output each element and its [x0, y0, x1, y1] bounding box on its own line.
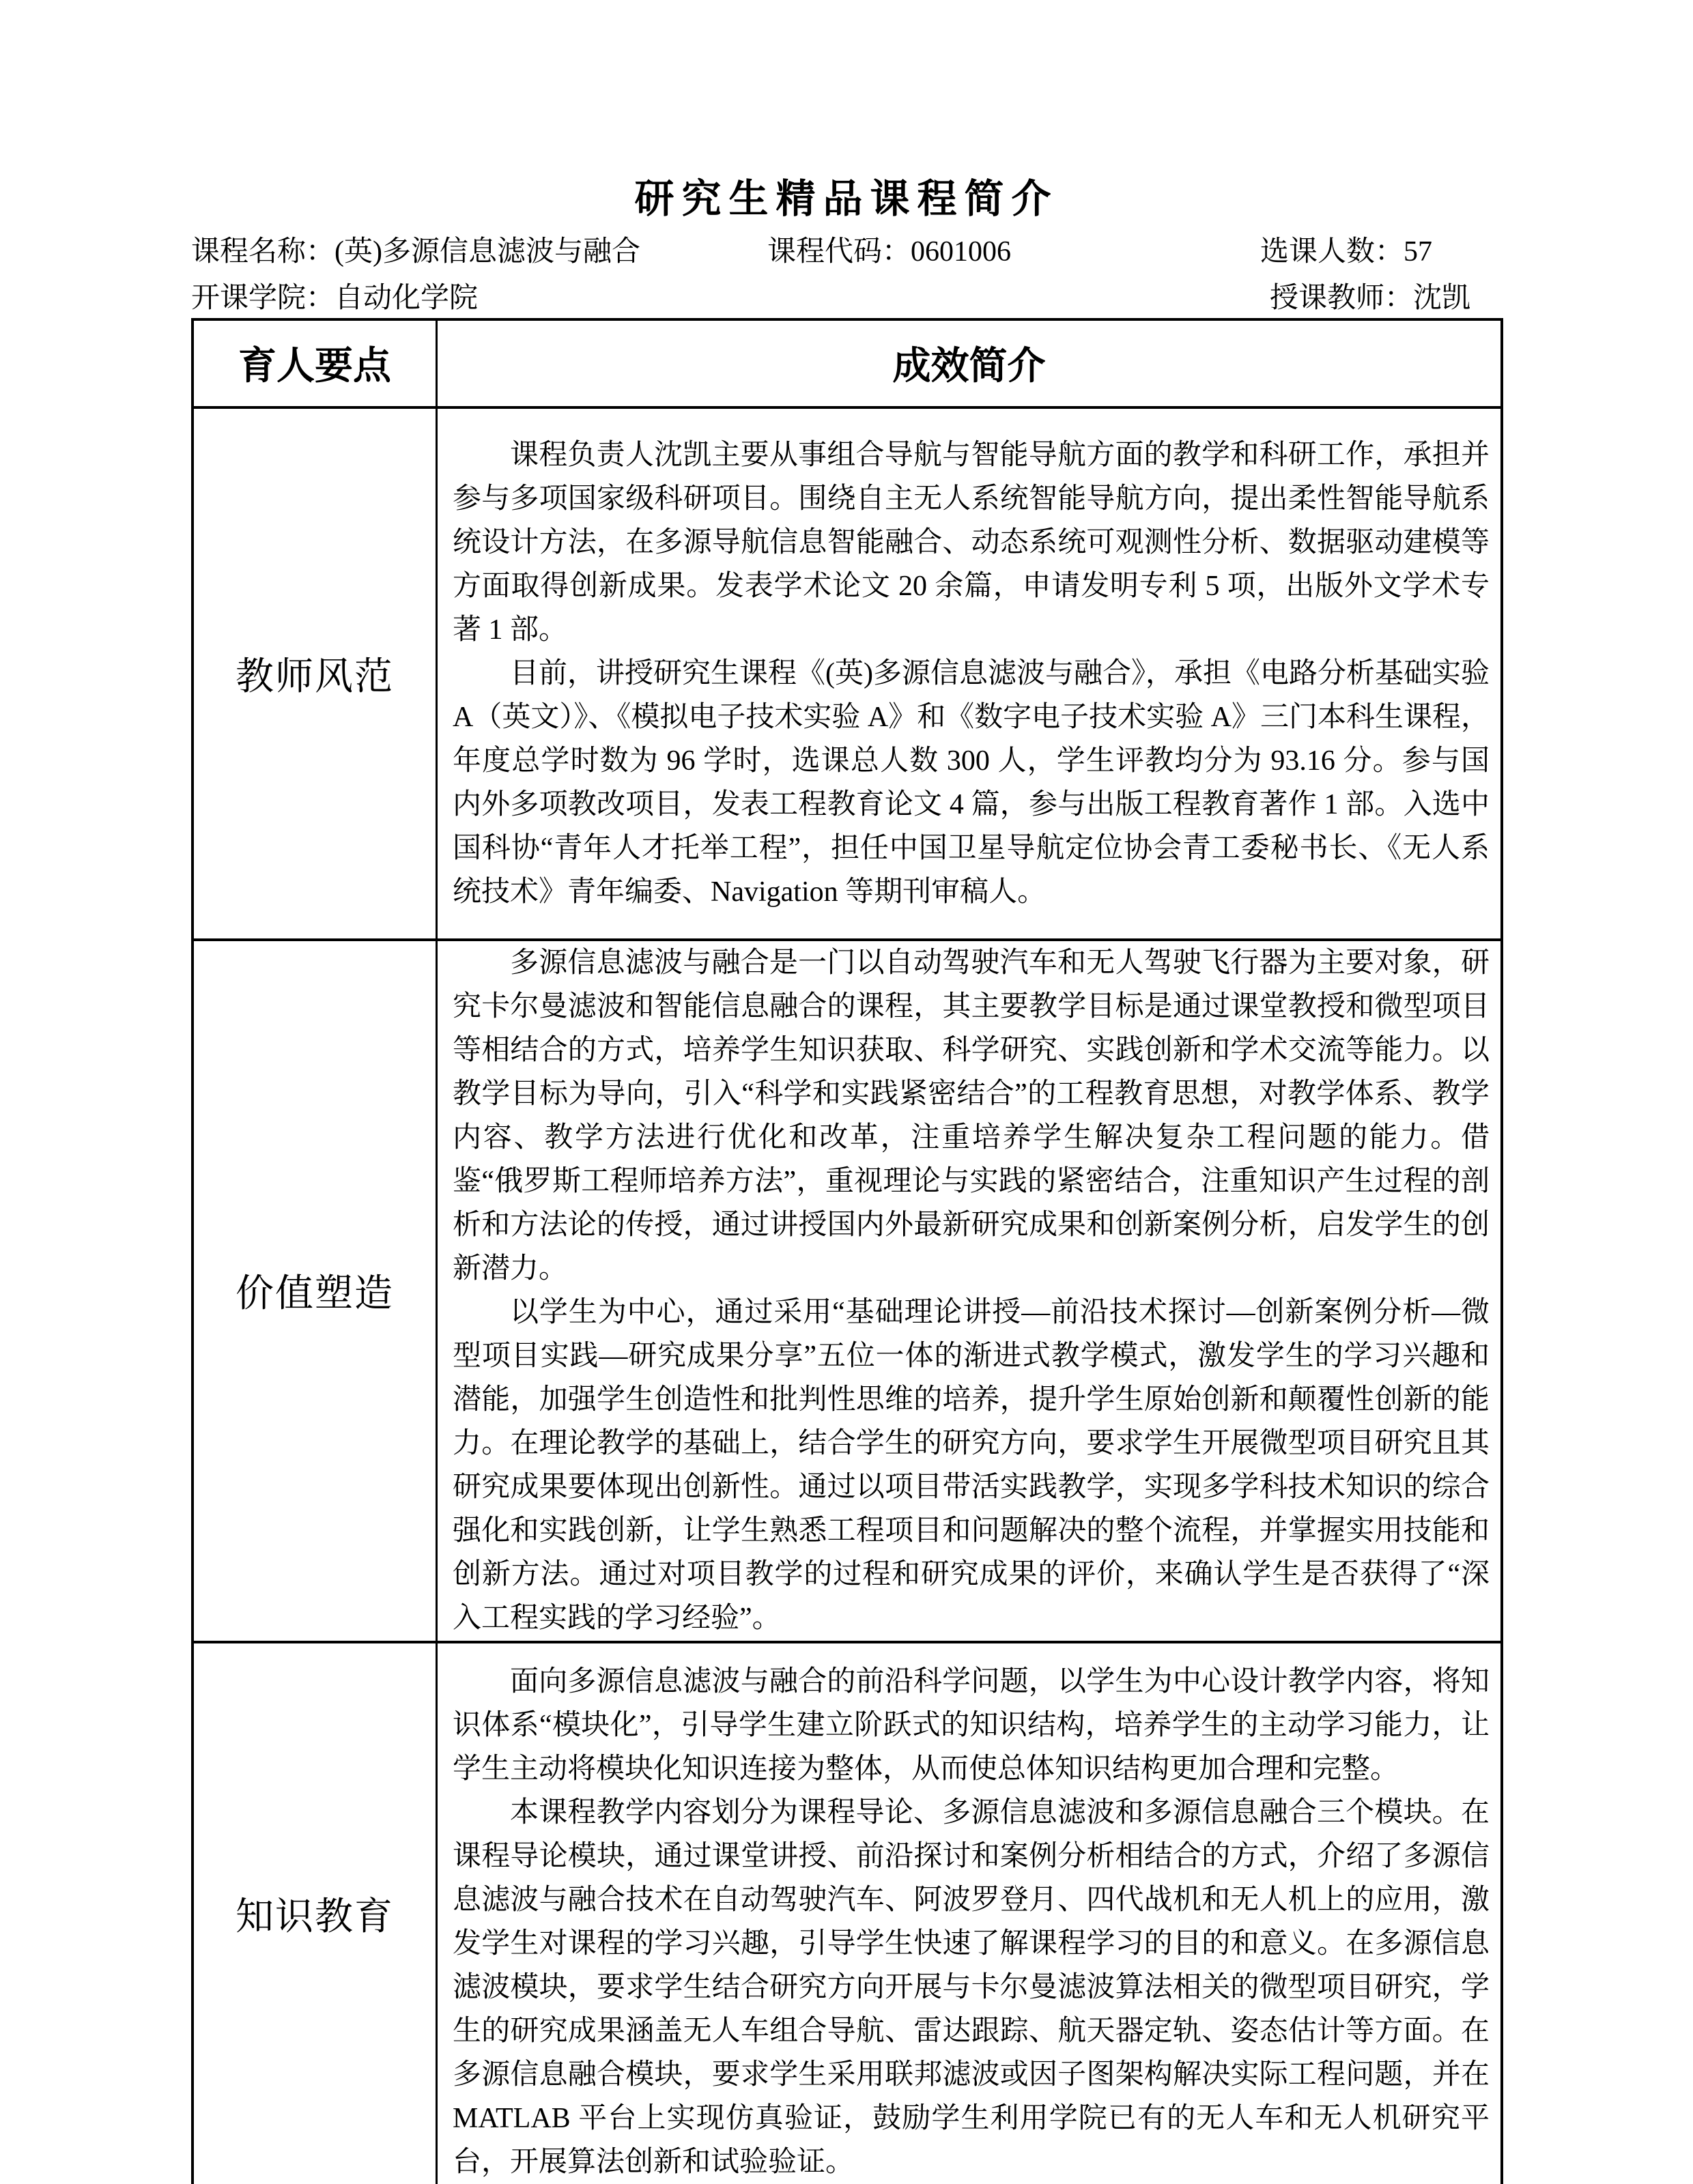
paragraph: 本课程教学内容划分为课程导论、多源信息滤波和多源信息融合三个模块。在课程导论模块，通过课堂讲授、前沿探讨和案例分析相结合的方式，介绍了多源信息滤波与融合技术在自动驾驶汽车、阿波罗登月、四代战机和无人机上的应用，激发学生对课程的学习兴趣，引导学生快速了解课程学习的目的和意义。在多源信息滤波模块，要求学生结合研究方向开展与卡尔曼滤波算法相关的微型项目研究，学生的研究成果涵盖无人车组合导航、雷达跟踪、航天器定轨、姿态估计等方面。在多源信息融合模块，要求学生采用联邦滤波或因子图架构解决实际工程问题，并在 MATLAB 平台上实现仿真验证，鼓励学生利用学院已有的无人车和无人机研究平台，开展算法创新和试验验证。 — [453, 1797, 1490, 2178]
paragraph: 面向多源信息滤波与融合的前沿科学问题，以学生为中心设计教学内容，将知识体系“模块化”，引导学生建立阶跃式的知识结构，培养学生的主动学习能力，让学生主动将模块化知识连接为整体，从而使总体知识结构更加合理和完整。 — [453, 1666, 1490, 1785]
row-content-knowledge-education — [438, 1643, 1500, 2184]
row-content-teacher-ethos — [438, 409, 1500, 938]
course-table — [191, 318, 1503, 2184]
row-content-value-shaping — [438, 941, 1500, 1641]
paragraph: 课程负责人沈凯主要从事组合导航与智能导航方面的教学和科研工作，承担并参与多项国家级科研项目。围绕自主无人系统智能导航方向，提出柔性智能导航系统设计方法，在多源导航信息智能融合、动态系统可观测性分析、数据驱动建模等方面取得创新成果。发表学术论文 20 余篇，申请发明专利 5 项，出版外文学术专著 1 部。 — [453, 439, 1490, 646]
row-label-knowledge-education: 知识教育 — [236, 1896, 394, 1938]
table-row-knowledge-education — [194, 1643, 1500, 2184]
header-cell-key-points: 育人要点 — [194, 321, 438, 406]
page-title: 研究生精品课程简介 — [634, 177, 1059, 221]
row-label-cell — [194, 1643, 438, 2184]
teacher-field: 授课教师：沈凯 — [1270, 283, 1471, 314]
row-label-teacher-ethos: 教师风范 — [236, 655, 394, 698]
header-cell-summary: 成效简介 — [892, 345, 1046, 388]
row-label-value-shaping: 价值塑造 — [236, 1273, 394, 1316]
course-name-field: 课程名称：(英)多源信息滤波与融合 — [191, 236, 640, 268]
table-row-teacher-ethos — [194, 409, 1500, 941]
college-field: 开课学院：自动化学院 — [191, 283, 479, 314]
row-label-cell — [194, 409, 438, 938]
enrollment-count-field: 选课人数：57 — [1260, 236, 1433, 268]
row-label-cell — [194, 941, 438, 1641]
table-header-row — [194, 321, 1500, 409]
paragraph: 以学生为中心，通过采用“基础理论讲授—前沿技术探讨—创新案例分析—微型项目实践—研究成果分享”五位一体的渐进式教学模式，激发学生的学习兴趣和潜能，加强学生创造性和批判性思维的培养，提升学生原始创新和颠覆性创新的能力。在理论教学的基础上，结合学生的研究方向，要求学生开展微型项目研究且其研究成果要体现出创新性。通过以项目带活实践教学，实现多学科技术知识的综合强化和实践创新，让学生熟悉工程项目和问题解决的整个流程，并掌握实用技能和创新方法。通过对项目教学的过程和研究成果的评价，来确认学生是否获得了“深入工程实践的学习经验”。 — [453, 1297, 1490, 1635]
paragraph: 多源信息滤波与融合是一门以自动驾驶汽车和无人驾驶飞行器为主要对象，研究卡尔曼滤波和智能信息融合的课程，其主要教学目标是通过课堂教授和微型项目等相结合的方式，培养学生知识获取、科学研究、实践创新和学术交流等能力。以教学目标为导向，引入“科学和实践紧密结合”的工程教育思想，对教学体系、教学内容、教学方法进行优化和改革，注重培养学生解决复杂工程问题的能力。借鉴“俄罗斯工程师培养方法”，重视理论与实践的紧密结合，注重知识产生过程的剖析和方法论的传授，通过讲授国内外最新研究成果和创新案例分析，启发学生的创新潜力。 — [453, 947, 1490, 1285]
course-code-field: 课程代码：0601006 — [767, 236, 1012, 268]
table-row-value-shaping — [194, 941, 1500, 1643]
paragraph: 目前，讲授研究生课程《(英)多源信息滤波与融合》，承担《电路分析基础实验 A（英文）》、《模拟电子技术实验 A》和《数字电子技术实验 A》三门本科生课程，年度总学时数为 96 学时，选课总人数 300 人，学生评教均分为 93.16 分。参与国内外多项教改项目，发表工程教育论文 4 篇，参与出版工程教育著作 1 部。入选中国科协“青年人才托举工程”，担任中国卫星导航定位协会青工委秘书长、《无人系统技术》青年编委、Navigation 等期刊审稿人。 — [453, 657, 1490, 908]
